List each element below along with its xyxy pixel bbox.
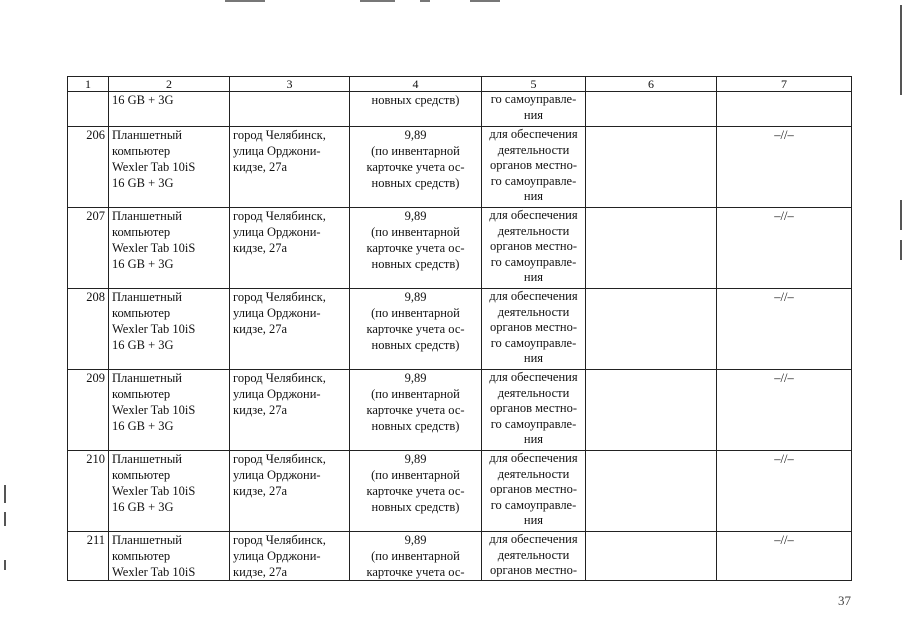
purpose-cell-line: го самоуправле- xyxy=(490,254,577,269)
column-number: 3 xyxy=(230,77,350,92)
purpose-cell-line: для обеспечения xyxy=(489,289,578,303)
name-cell-line: Планшетный xyxy=(112,209,182,223)
address-cell-line: город Челябинск, xyxy=(233,290,326,304)
column-number: 7 xyxy=(717,77,852,92)
purpose-cell xyxy=(482,127,586,208)
purpose-cell xyxy=(482,208,586,289)
purpose-cell-line: для обеспечения xyxy=(489,451,578,465)
column-number: 5 xyxy=(482,77,586,92)
column-6-cell xyxy=(586,208,717,289)
address-cell-line: город Челябинск, xyxy=(233,452,326,466)
name-cell xyxy=(109,451,230,532)
purpose-cell-line: для обеспечения xyxy=(489,208,578,222)
column-7-cell: –//– xyxy=(717,127,852,208)
name-cell-line: 16 GB + 3G xyxy=(112,93,174,107)
address-cell xyxy=(230,92,350,127)
purpose-cell-line: ния xyxy=(523,513,544,528)
column-6-cell xyxy=(586,92,717,127)
table-body xyxy=(68,77,852,581)
column-6-cell xyxy=(586,127,717,208)
scan-edge xyxy=(900,5,902,95)
address-cell xyxy=(230,208,350,289)
row-number-cell: 211 xyxy=(68,532,109,581)
scan-edge xyxy=(900,240,902,260)
purpose-cell-line: органов местно- xyxy=(489,482,578,497)
column-number: 1 xyxy=(68,77,109,92)
address-cell-line: кидзе, 27а xyxy=(233,322,288,336)
scan-artifact xyxy=(420,0,430,2)
value-cell-line: карточке учета ос- xyxy=(366,484,465,498)
address-cell-line: улица Орджони- xyxy=(233,144,321,158)
value-cell-line: новных средств) xyxy=(371,176,460,190)
value-cell-line: (по инвентарной xyxy=(371,468,460,482)
value-cell-line: (по инвентарной xyxy=(371,387,460,401)
name-cell-line: 16 GB + 3G xyxy=(112,338,174,352)
value-cell-line: 9,89 xyxy=(404,533,427,547)
name-cell xyxy=(109,92,230,127)
purpose-cell-line: ния xyxy=(523,270,544,285)
scan-edge xyxy=(4,560,6,570)
column-7-cell: –//– xyxy=(717,451,852,532)
name-cell-line: Wexler Tab 10iS xyxy=(112,322,196,336)
name-cell-line: Планшетный xyxy=(112,371,182,385)
purpose-cell-line: органов местно- xyxy=(489,563,578,578)
address-cell-line: кидзе, 27а xyxy=(233,241,288,255)
purpose-cell xyxy=(482,532,586,581)
name-cell-line: компьютер xyxy=(112,387,171,401)
scan-artifact xyxy=(225,0,265,2)
value-cell-line: карточке учета ос- xyxy=(366,241,465,255)
purpose-cell-line: деятельности xyxy=(497,466,570,481)
name-cell-line: Wexler Tab 10iS xyxy=(112,241,196,255)
name-cell-line: Wexler Tab 10iS xyxy=(112,484,196,498)
value-cell-line: (по инвентарной xyxy=(371,144,460,158)
purpose-cell-line: деятельности xyxy=(497,304,570,319)
name-cell-line: компьютер xyxy=(112,468,171,482)
value-cell-line: карточке учета ос- xyxy=(366,403,465,417)
name-cell-line: компьютер xyxy=(112,306,171,320)
row-number-cell: 209 xyxy=(68,370,109,451)
address-cell-line: кидзе, 27а xyxy=(233,565,288,579)
table-row-continued xyxy=(68,92,852,127)
value-cell-line: 9,89 xyxy=(404,290,427,304)
purpose-cell-line: деятельности xyxy=(497,223,570,238)
value-cell xyxy=(350,289,482,370)
table-row xyxy=(68,370,852,451)
purpose-cell-line: го самоуправле- xyxy=(490,335,577,350)
name-cell-line: Планшетный xyxy=(112,452,182,466)
value-cell-line: (по инвентарной xyxy=(371,306,460,320)
property-table xyxy=(67,76,852,581)
name-cell-line: 16 GB + 3G xyxy=(112,257,174,271)
address-cell-line: улица Орджони- xyxy=(233,549,321,563)
column-7-cell: –//– xyxy=(717,370,852,451)
address-cell xyxy=(230,289,350,370)
name-cell xyxy=(109,289,230,370)
value-cell-line: карточке учета ос- xyxy=(366,565,465,579)
name-cell-line: Wexler Tab 10iS xyxy=(112,403,196,417)
value-cell-line: 9,89 xyxy=(404,452,427,466)
value-cell-line: карточке учета ос- xyxy=(366,322,465,336)
value-cell xyxy=(350,127,482,208)
purpose-cell xyxy=(482,370,586,451)
value-cell-line: карточке учета ос- xyxy=(366,160,465,174)
name-cell-line: компьютер xyxy=(112,144,171,158)
name-cell-line: Планшетный xyxy=(112,533,182,547)
name-cell-line: Wexler Tab 10iS xyxy=(112,565,196,579)
column-number-row xyxy=(68,77,852,92)
value-cell-line: новных средств) xyxy=(371,419,460,433)
table-row xyxy=(68,451,852,532)
purpose-cell-line: деятельности xyxy=(497,547,570,562)
name-cell xyxy=(109,532,230,581)
name-cell-line: компьютер xyxy=(112,225,171,239)
table-row xyxy=(68,127,852,208)
row-number-cell: 206 xyxy=(68,127,109,208)
address-cell-line: улица Орджони- xyxy=(233,468,321,482)
value-cell xyxy=(350,92,482,127)
column-number: 6 xyxy=(586,77,717,92)
address-cell xyxy=(230,127,350,208)
value-cell-line: 9,89 xyxy=(404,371,427,385)
value-cell-line: 9,89 xyxy=(404,209,427,223)
purpose-cell-line: органов местно- xyxy=(489,401,578,416)
value-cell xyxy=(350,370,482,451)
value-cell-line: 9,89 xyxy=(404,128,427,142)
row-number-cell: 208 xyxy=(68,289,109,370)
scan-edge xyxy=(4,512,6,526)
row-number-cell: 210 xyxy=(68,451,109,532)
address-cell xyxy=(230,370,350,451)
name-cell xyxy=(109,370,230,451)
name-cell xyxy=(109,208,230,289)
column-6-cell xyxy=(586,289,717,370)
address-cell-line: город Челябинск, xyxy=(233,209,326,223)
column-7-cell: –//– xyxy=(717,532,852,581)
purpose-cell-line: органов местно- xyxy=(489,158,578,173)
name-cell-line: 16 GB + 3G xyxy=(112,176,174,190)
purpose-cell-line: го самоуправле- xyxy=(490,416,577,431)
purpose-cell-line: го самоуправле- xyxy=(490,173,577,188)
purpose-cell-line: органов местно- xyxy=(489,320,578,335)
column-number: 2 xyxy=(109,77,230,92)
column-7-cell: –//– xyxy=(717,208,852,289)
row-number-cell xyxy=(68,92,109,127)
name-cell-line: Планшетный xyxy=(112,290,182,304)
address-cell xyxy=(230,451,350,532)
name-cell-line: Планшетный xyxy=(112,128,182,142)
name-cell-line: 16 GB + 3G xyxy=(112,500,174,514)
address-cell-line: кидзе, 27а xyxy=(233,403,288,417)
scan-artifact xyxy=(360,0,395,2)
table-row xyxy=(68,532,852,581)
row-number-cell: 207 xyxy=(68,208,109,289)
purpose-cell-line: го самоуправле- xyxy=(490,497,577,512)
value-cell-line: (по инвентарной xyxy=(371,549,460,563)
address-cell-line: улица Орджони- xyxy=(233,387,321,401)
value-cell xyxy=(350,451,482,532)
purpose-cell xyxy=(482,451,586,532)
purpose-cell-line: деятельности xyxy=(497,142,570,157)
value-cell xyxy=(350,208,482,289)
purpose-cell-line: деятельности xyxy=(497,385,570,400)
purpose-cell-line: ния xyxy=(523,432,544,447)
purpose-cell xyxy=(482,92,586,127)
scan-artifact xyxy=(470,0,500,2)
address-cell-line: кидзе, 27а xyxy=(233,484,288,498)
address-cell-line: город Челябинск, xyxy=(233,371,326,385)
address-cell xyxy=(230,532,350,581)
table-row xyxy=(68,208,852,289)
address-cell-line: улица Орджони- xyxy=(233,225,321,239)
value-cell xyxy=(350,532,482,581)
purpose-cell-line: ния xyxy=(523,189,544,204)
scan-edge xyxy=(900,200,902,230)
purpose-cell-line: для обеспечения xyxy=(489,370,578,384)
column-7-cell xyxy=(717,92,852,127)
purpose-cell-line: для обеспечения xyxy=(489,532,578,546)
name-cell-line: 16 GB + 3G xyxy=(112,419,174,433)
value-cell-line: (по инвентарной xyxy=(371,225,460,239)
purpose-cell-line: го самоуправле- xyxy=(490,92,577,106)
address-cell-line: город Челябинск, xyxy=(233,128,326,142)
value-cell-line: новных средств) xyxy=(371,257,460,271)
column-number: 4 xyxy=(350,77,482,92)
column-6-cell xyxy=(586,532,717,581)
name-cell-line: Wexler Tab 10iS xyxy=(112,160,196,174)
value-cell-line: новных средств) xyxy=(371,338,460,352)
table-row xyxy=(68,289,852,370)
name-cell-line: компьютер xyxy=(112,549,171,563)
purpose-cell-line: ния xyxy=(523,107,544,122)
page-number: 37 xyxy=(838,593,851,608)
value-cell-line: новных средств) xyxy=(371,93,460,107)
purpose-cell xyxy=(482,289,586,370)
column-6-cell xyxy=(586,451,717,532)
name-cell xyxy=(109,127,230,208)
value-cell-line: новных средств) xyxy=(371,500,460,514)
address-cell-line: город Челябинск, xyxy=(233,533,326,547)
column-6-cell xyxy=(586,370,717,451)
address-cell-line: улица Орджони- xyxy=(233,306,321,320)
address-cell-line: кидзе, 27а xyxy=(233,160,288,174)
column-7-cell: –//– xyxy=(717,289,852,370)
purpose-cell-line: ния xyxy=(523,351,544,366)
purpose-cell-line: органов местно- xyxy=(489,239,578,254)
purpose-cell-line: для обеспечения xyxy=(489,127,578,141)
scan-edge xyxy=(4,485,6,503)
